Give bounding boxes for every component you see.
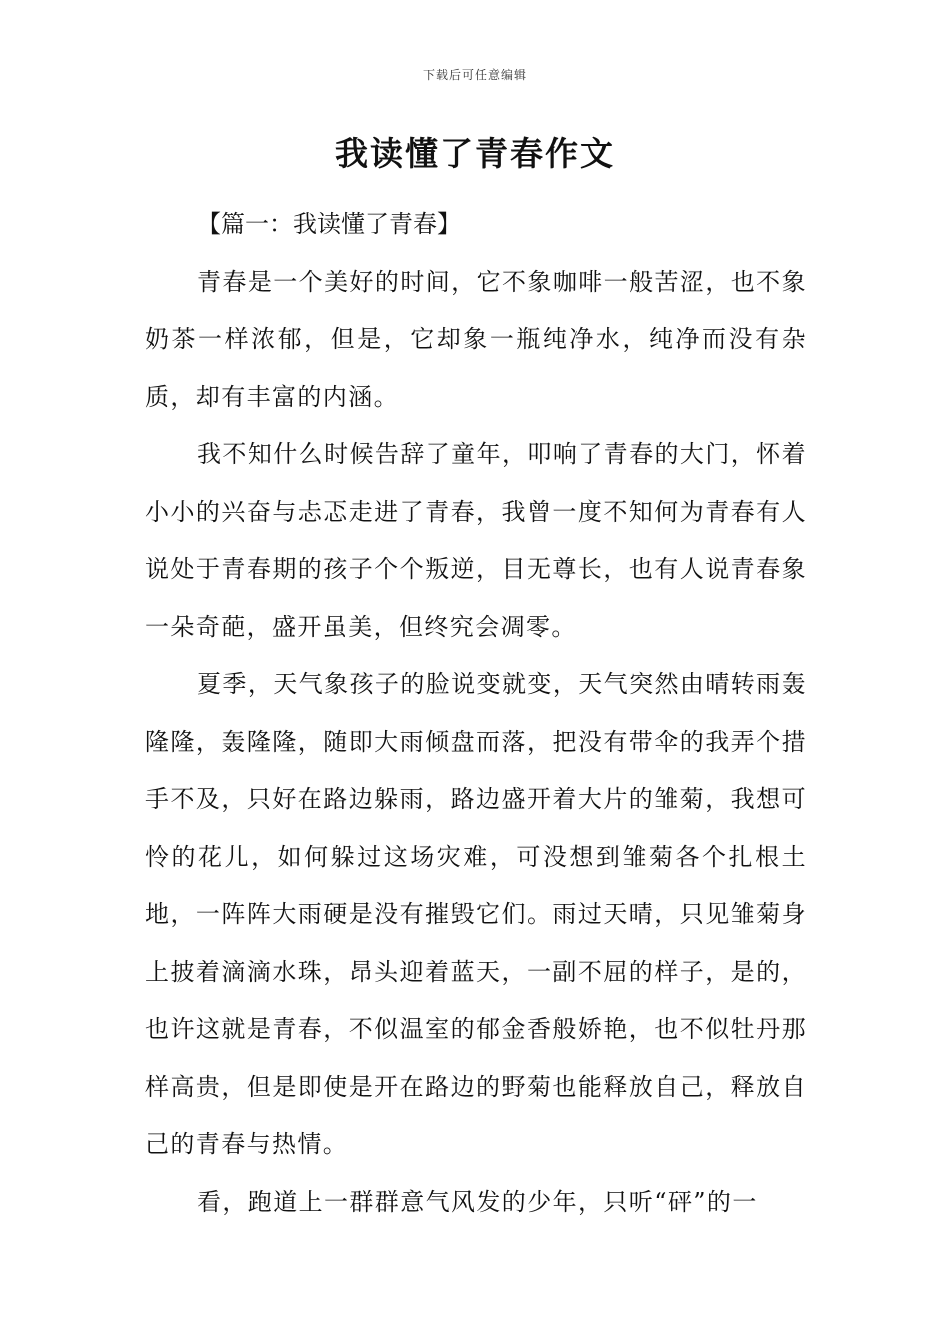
paragraph-4: 看，跑道上一群群意气风发的少年，只听“砰”的一 — [197, 1187, 758, 1216]
paragraph-1: 青春是一个美好的时间，它不象咖啡一般苦涩，也不象奶茶一样浓郁，但是，它却象一瓶纯净水，纯净而没有杂质，却有丰富的内涵。 — [145, 267, 807, 411]
paragraph-2: 我不知什么时候告辞了童年，叩响了青春的大门，怀着小小的兴奋与忐忑走进了青春，我曾一度不知何为青春有人说处于青春期的孩子个个叛逆，目无尊长，也有人说青春象一朵奇葩，盛开虽美，但终究会凋零。 — [145, 440, 807, 641]
section-heading: 【篇一：我读懂了青春】 — [197, 210, 461, 238]
document-body — [145, 196, 807, 1231]
paragraph-3: 夏季，天气象孩子的脸说变就变，天气突然由晴转雨轰隆隆，轰隆隆，随即大雨倾盘而落，把没有带伞的我弄个措手不及，只好在路边躲雨，路边盛开着大片的雏菊，我想可怜的花儿，如何躲过这场灾难，可没想到雏菊各个扎根土地，一阵阵大雨硬是没有摧毁它们。雨过天晴，只见雏菊身上披着滴滴水珠，昂头迎着蓝天，一副不屈的样子，是的，也许这就是青春，不似温室的郁金香般娇艳，也不似牡丹那样高贵，但是即使是开在路边的野菊也能释放自己，释放自己的青春与热情。 — [145, 670, 807, 1158]
header-note: 下载后可任意编辑 — [422, 68, 527, 82]
document-title: 我读懂了青春作文 — [335, 134, 615, 173]
